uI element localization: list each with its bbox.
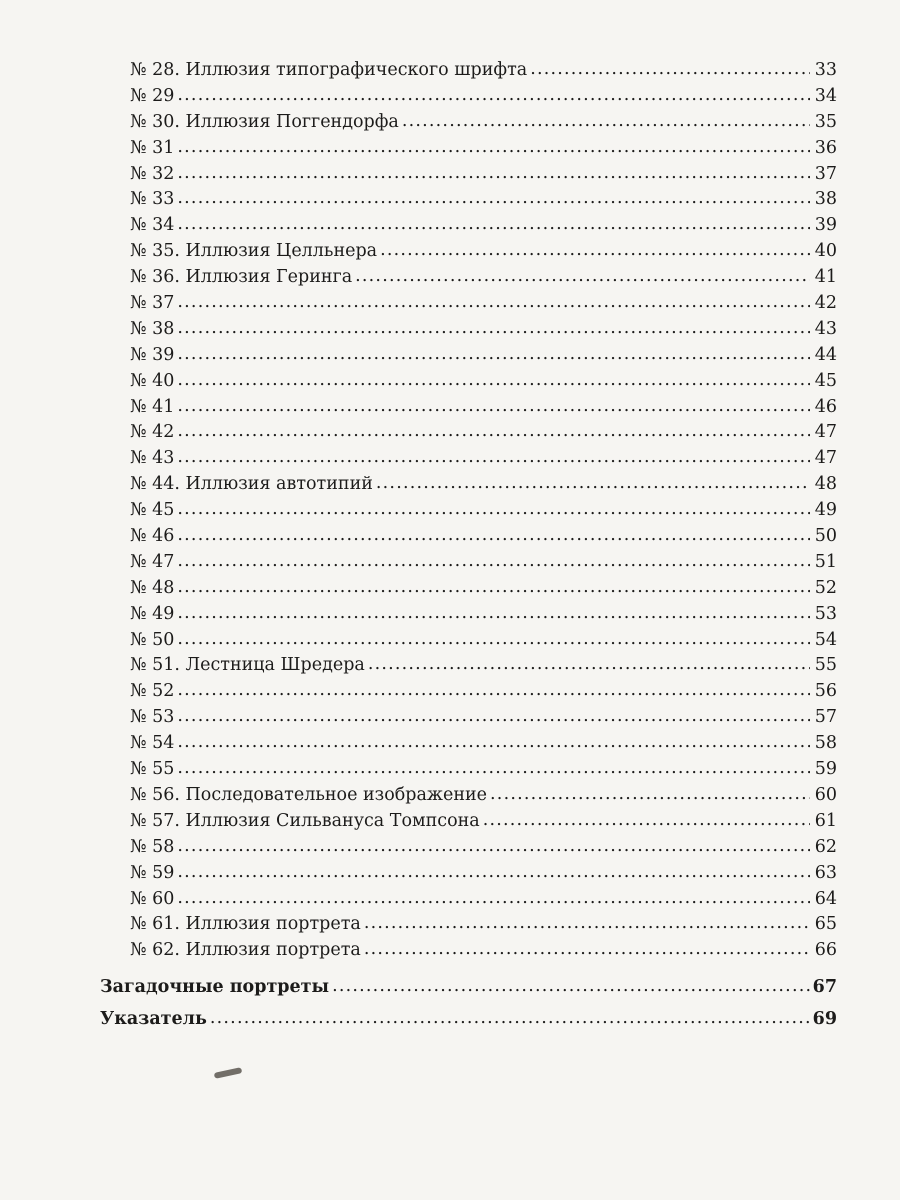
toc-entry[interactable] — [100, 757, 837, 783]
toc-entry-title: № 54 — [130, 733, 175, 754]
toc-entry[interactable] — [100, 1004, 837, 1034]
toc-entry-title: № 52 — [130, 681, 175, 702]
toc-entry[interactable] — [100, 213, 837, 239]
dot-leader — [483, 808, 810, 834]
toc-entry-title: № 39 — [130, 344, 175, 365]
toc-entry-title: № 33 — [130, 189, 175, 210]
toc-entry-title: № 46 — [130, 526, 175, 547]
toc-entry[interactable] — [100, 705, 837, 731]
toc-entry-page: 55 — [814, 655, 837, 676]
toc-entry-title: № 57. Иллюзия Сильвануса Томпсона — [130, 810, 480, 831]
toc-entry[interactable] — [100, 162, 837, 188]
toc-entry-title: № 44. Иллюзия автотипий — [130, 474, 373, 495]
dot-leader — [364, 937, 810, 963]
dot-leader — [177, 212, 810, 238]
dot-leader — [177, 704, 810, 730]
dot-leader — [177, 342, 810, 368]
toc-entry-page: 58 — [814, 733, 837, 754]
toc-entry[interactable] — [100, 446, 837, 472]
toc-entry[interactable] — [100, 187, 837, 213]
toc-entry-title: № 53 — [130, 707, 175, 728]
toc-entry[interactable] — [100, 809, 837, 835]
dot-leader — [177, 316, 810, 342]
toc-entry-page: 42 — [814, 293, 837, 314]
toc-entry-page: 46 — [814, 396, 837, 417]
toc-entry[interactable] — [100, 136, 837, 162]
dot-leader — [177, 575, 810, 601]
toc-entry-page: 45 — [814, 370, 837, 391]
dot-leader — [177, 834, 810, 860]
dot-leader — [177, 394, 810, 420]
toc-entry[interactable] — [100, 628, 837, 654]
toc-entry[interactable] — [100, 395, 837, 421]
toc-entry[interactable] — [100, 420, 837, 446]
toc-entry[interactable] — [100, 887, 837, 913]
toc-entry-title: № 36. Иллюзия Геринга — [130, 267, 353, 288]
toc-entry[interactable] — [100, 731, 837, 757]
dot-leader — [402, 109, 810, 135]
toc-entry-title: № 42 — [130, 422, 175, 443]
toc-entry-page: 60 — [814, 784, 837, 805]
toc-entry[interactable] — [100, 912, 837, 938]
toc-entry-title: № 50 — [130, 629, 175, 650]
toc-entry-title: № 30. Иллюзия Поггендорфа — [130, 111, 399, 132]
toc-entry[interactable] — [100, 972, 837, 1002]
toc-entry-page: 50 — [814, 526, 837, 547]
toc-entry-title: № 34 — [130, 215, 175, 236]
dot-leader — [177, 730, 810, 756]
dot-leader — [376, 471, 810, 497]
toc-entry-title: Указатель — [100, 1009, 207, 1030]
toc-entry[interactable] — [100, 938, 837, 964]
toc-entry-title: № 32 — [130, 163, 175, 184]
toc-entry-page: 33 — [814, 60, 837, 80]
toc-entry-title: № 60 — [130, 888, 175, 909]
toc-entry[interactable] — [100, 783, 837, 809]
toc-entry-page: 36 — [814, 137, 837, 158]
toc-entry-page: 44 — [814, 344, 837, 365]
toc-entry[interactable] — [100, 861, 837, 887]
dot-leader — [177, 186, 810, 212]
toc-entry-page: 41 — [814, 267, 837, 288]
toc-entry-page: 47 — [814, 422, 837, 443]
dot-leader — [177, 523, 810, 549]
toc-entry-page: 43 — [814, 318, 837, 339]
toc-entry[interactable] — [100, 369, 837, 395]
toc-entry-title: № 41 — [130, 396, 175, 417]
toc-entry-page: 49 — [814, 500, 837, 521]
toc-entry-title: № 28. Иллюзия типографического шрифта — [130, 60, 528, 80]
dot-leader — [490, 782, 810, 808]
toc-entry-title: № 56. Последовательное изображение — [130, 784, 488, 805]
toc-entry-title: № 29 — [130, 85, 175, 106]
dot-leader — [177, 886, 810, 912]
toc-entry-page: 59 — [814, 759, 837, 780]
toc-entry-page: 53 — [814, 603, 837, 624]
toc-entry[interactable] — [100, 84, 837, 110]
toc-entry-page: 56 — [814, 681, 837, 702]
toc-entry[interactable] — [100, 524, 837, 550]
toc-entry-title: № 62. Иллюзия портрета — [130, 940, 361, 961]
toc-entry-title: № 45 — [130, 500, 175, 521]
toc-entry[interactable] — [100, 110, 837, 136]
dot-leader — [177, 445, 810, 471]
dot-leader — [177, 497, 810, 523]
toc-entry-page: 40 — [814, 241, 837, 262]
dot-leader — [380, 238, 810, 264]
dot-leader — [177, 601, 810, 627]
toc-entry[interactable] — [100, 576, 837, 602]
toc-entry[interactable] — [100, 498, 837, 524]
toc-entry-page: 38 — [814, 189, 837, 210]
toc-entry-page: 37 — [814, 163, 837, 184]
dot-leader — [177, 161, 810, 187]
dot-leader — [210, 1003, 810, 1033]
dot-leader — [177, 135, 810, 161]
toc-entry[interactable] — [100, 265, 837, 291]
dot-leader — [177, 756, 810, 782]
toc-entry-title: № 47 — [130, 551, 175, 572]
toc-entry-page: 35 — [814, 111, 837, 132]
toc-entry-page: 39 — [814, 215, 837, 236]
toc-entry-page: 62 — [814, 836, 837, 857]
dot-leader — [177, 678, 810, 704]
ink-smudge — [214, 1067, 243, 1079]
toc-entry-title: № 40 — [130, 370, 175, 391]
dot-leader — [177, 549, 810, 575]
toc-entry-title: № 51. Лестница Шредера — [130, 655, 365, 676]
toc-entry-title: № 61. Иллюзия портрета — [130, 914, 361, 935]
toc-entry[interactable] — [100, 317, 837, 343]
table-of-contents — [100, 58, 837, 1034]
toc-entry-page: 57 — [814, 707, 837, 728]
toc-entry-page: 34 — [814, 85, 837, 106]
toc-entry-page: 69 — [812, 1009, 837, 1030]
dot-leader — [364, 911, 810, 937]
toc-entry-title: № 31 — [130, 137, 175, 158]
toc-entry[interactable] — [100, 679, 837, 705]
toc-entry-page: 48 — [814, 474, 837, 495]
toc-entry-page: 51 — [814, 551, 837, 572]
toc-entry-title: № 59 — [130, 862, 175, 883]
dot-leader — [368, 652, 810, 678]
toc-entry-title: Загадочные портреты — [100, 977, 330, 998]
dot-leader — [530, 57, 810, 83]
toc-entry-page: 66 — [814, 940, 837, 961]
toc-entry[interactable] — [100, 343, 837, 369]
toc-main-entries — [100, 972, 837, 1034]
dot-leader — [177, 860, 810, 886]
toc-entry-title: № 58 — [130, 836, 175, 857]
dot-leader — [177, 290, 810, 316]
dot-leader — [177, 368, 810, 394]
toc-sub-entries — [100, 58, 837, 964]
dot-leader — [177, 419, 810, 445]
toc-entry-title: № 38 — [130, 318, 175, 339]
toc-entry[interactable] — [100, 239, 837, 265]
toc-entry-page: 65 — [814, 914, 837, 935]
toc-entry-page: 54 — [814, 629, 837, 650]
toc-entry-page: 47 — [814, 448, 837, 469]
dot-leader — [355, 264, 810, 290]
toc-entry-title: № 43 — [130, 448, 175, 469]
toc-entry-title: № 48 — [130, 577, 175, 598]
toc-entry-title: № 35. Иллюзия Целльнера — [130, 241, 378, 262]
toc-entry-page: 61 — [814, 810, 837, 831]
toc-entry[interactable] — [100, 835, 837, 861]
toc-entry[interactable] — [100, 58, 837, 84]
toc-entry-title: № 49 — [130, 603, 175, 624]
toc-entry-title: № 55 — [130, 759, 175, 780]
toc-entry[interactable] — [100, 602, 837, 628]
dot-leader — [332, 971, 810, 1001]
toc-entry[interactable] — [100, 472, 837, 498]
dot-leader — [177, 627, 810, 653]
toc-entry-page: 64 — [814, 888, 837, 909]
toc-entry-title: № 37 — [130, 293, 175, 314]
toc-entry-page: 52 — [814, 577, 837, 598]
toc-entry[interactable] — [100, 550, 837, 576]
toc-entry[interactable] — [100, 291, 837, 317]
toc-entry[interactable] — [100, 653, 837, 679]
toc-entry-page: 67 — [812, 977, 837, 998]
dot-leader — [177, 83, 810, 109]
toc-entry-page: 63 — [814, 862, 837, 883]
